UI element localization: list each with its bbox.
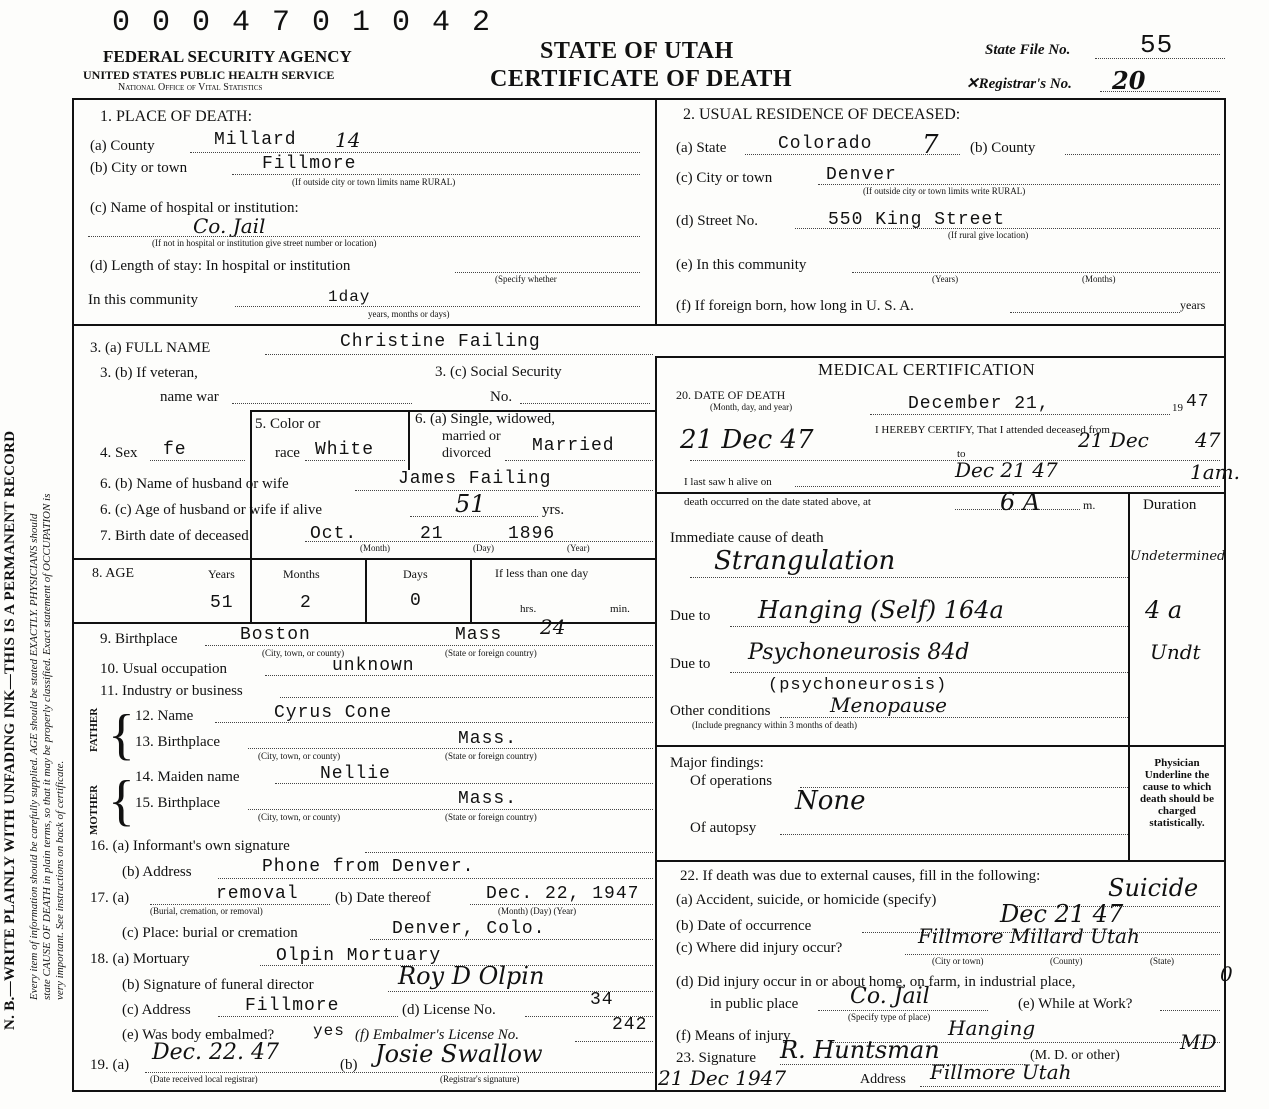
age-years-value: 51 xyxy=(210,593,234,613)
public-place-label: in public place xyxy=(710,996,799,1012)
embalmed-value: yes xyxy=(313,1022,345,1040)
spouse-label: 6. (b) Name of husband or wife xyxy=(100,476,289,492)
sex-value: fe xyxy=(163,440,187,460)
age-years-label: Years xyxy=(208,567,235,581)
county-label: (a) County xyxy=(90,138,155,154)
informant-label: 16. (a) Informant's own signature xyxy=(90,838,290,854)
res-years-note: (Years) xyxy=(932,274,959,284)
major-findings-label: Major findings: xyxy=(670,755,764,771)
mother-label: MOTHER xyxy=(88,784,100,835)
birth-day-note: (Day) xyxy=(473,543,494,553)
autopsy-label: Of autopsy xyxy=(690,820,757,836)
death-county-value: Millard xyxy=(214,130,297,150)
father-name-value: Cyrus Cone xyxy=(274,703,393,723)
occurrence-date-value: Dec 21 47 xyxy=(1000,900,1124,928)
death-date-value: December 21, xyxy=(908,394,1050,414)
occurrence-date-label: (b) Date of occurrence xyxy=(676,918,812,934)
death-time-value: 6 A xyxy=(1000,488,1041,516)
death-county-code: 14 xyxy=(335,128,361,152)
foreign-born-label: (f) If foreign born, how long in U. S. A. xyxy=(676,298,914,314)
death-city-value: Fillmore xyxy=(262,154,357,174)
burial-label: 17. (a) xyxy=(90,890,130,906)
last-saw-label-text: I last saw h xyxy=(684,476,734,488)
years-suffix: years xyxy=(1180,298,1206,312)
mother-brace: { xyxy=(108,770,135,832)
birth-month-value: Oct. xyxy=(310,524,358,544)
mother-birthplace-value: Mass. xyxy=(458,789,518,809)
burial-type-note: (Burial, cremation, or removal) xyxy=(150,906,263,916)
sex-label: 4. Sex xyxy=(100,445,138,461)
injury-place-label: (d) Did injury occur in or about home, on farm, in industrial place, xyxy=(676,974,1076,990)
res-city-value: Denver xyxy=(826,165,897,185)
city-rural-note: (If outside city or town limits name RURAL) xyxy=(292,177,456,187)
specify-whether-note: (Specify whether xyxy=(495,274,557,284)
length-of-stay-label: (d) Length of stay: In hospital or institution xyxy=(90,258,351,274)
mortuary-label: 18. (a) Mortuary xyxy=(90,951,190,967)
death-date-note: (Month, day, and year) xyxy=(710,402,793,412)
spouse-age-value: 51 xyxy=(455,490,486,518)
city-label: (b) City or town xyxy=(90,160,188,176)
immediate-cause-value: Strangulation xyxy=(714,546,896,576)
office-name: National Office of Vital Statistics xyxy=(118,82,263,93)
informant-address-label: (b) Address xyxy=(122,864,192,880)
registrar-signature-note: (Registrar's signature) xyxy=(440,1074,520,1084)
birth-year-value: 1896 xyxy=(508,524,556,544)
sig-address-label: Address xyxy=(860,1072,906,1087)
license-value: 34 xyxy=(590,990,614,1010)
age-min-label: min. xyxy=(610,603,630,615)
due-to-label-2: Due to xyxy=(670,656,711,672)
injury-state-note: (State) xyxy=(1150,956,1174,966)
duration-label: Duration xyxy=(1143,497,1197,513)
hospital-value: Co. Jail xyxy=(193,214,266,238)
state-file-label: State File No. xyxy=(985,42,1071,58)
public-place-value: Co. Jail xyxy=(850,984,930,1009)
mortuary-value: Olpin Mortuary xyxy=(276,946,442,966)
res-county-label: (b) County xyxy=(970,140,1036,156)
immediate-cause-label: Immediate cause of death xyxy=(670,530,824,546)
registrar-date-label: 19. (a) xyxy=(90,1057,130,1073)
birth-state-note: (State or foreign country) xyxy=(445,648,537,658)
industry-label: 11. Industry or business xyxy=(100,683,243,699)
ss-no-label: No. xyxy=(490,389,513,405)
burial-date-label: (b) Date thereof xyxy=(335,890,431,906)
instructions-line-3: very important. See instructions on back of certificate. xyxy=(54,760,66,1000)
place-of-death-heading: 1. PLACE OF DEATH: xyxy=(100,108,253,125)
age-label: 8. AGE xyxy=(92,566,134,581)
birthplace-label: 9. Birthplace xyxy=(100,631,178,647)
certificate-title: CERTIFICATE OF DEATH xyxy=(490,66,793,92)
father-label: FATHER xyxy=(88,707,100,752)
occupation-value: unknown xyxy=(332,656,415,676)
age-hrs-label: hrs. xyxy=(520,603,537,615)
spouse-age-unit: yrs. xyxy=(542,502,565,518)
birth-state-code: 24 xyxy=(540,615,566,639)
while-at-work-value: 0 xyxy=(1220,962,1233,986)
age-less-label: If less than one day xyxy=(495,566,589,580)
director-address-label: (c) Address xyxy=(122,1002,191,1018)
due-to-duration-2: Undt xyxy=(1150,640,1201,664)
informant-address-value: Phone from Denver. xyxy=(262,857,475,877)
mother-state-note: (State or foreign country) xyxy=(445,812,537,822)
external-causes-label: 22. If death was due to external causes, fill in the following: xyxy=(680,868,1041,884)
community-stay-value: 1day xyxy=(328,288,371,306)
birth-month-note: (Month) xyxy=(360,543,390,553)
res-city-note: (If outside city or town limits write RURAL) xyxy=(863,186,1026,196)
injury-location-label: (c) Where did injury occur? xyxy=(676,940,843,956)
death-year-value: 47 xyxy=(1186,392,1210,412)
attended-to-value: 21 Dec xyxy=(1078,428,1149,452)
war-label: name war xyxy=(160,389,219,405)
last-saw-label xyxy=(684,476,772,488)
full-name-label: 3. (a) FULL NAME xyxy=(90,340,211,356)
father-state-note: (State or foreign country) xyxy=(445,751,537,761)
md-label: (M. D. or other) xyxy=(1030,1048,1120,1063)
due-to-typed-value: (psychoneurosis) xyxy=(768,676,948,695)
death-date-label: 20. DATE OF DEATH xyxy=(676,388,786,402)
injury-city-note: (City or town) xyxy=(932,956,984,966)
state-title: STATE OF UTAH xyxy=(540,38,734,64)
registrar-date-note: (Date received local registrar) xyxy=(150,1074,258,1084)
registrar-label-text: Registrar's No. xyxy=(978,76,1072,92)
spouse-age-label: 6. (c) Age of husband or wife if alive xyxy=(100,502,323,518)
age-months-value: 2 xyxy=(300,593,312,613)
residence-heading: 2. USUAL RESIDENCE OF DECEASED: xyxy=(683,106,961,123)
accident-type-value: Suicide xyxy=(1108,874,1199,902)
community-stay-label: In this community xyxy=(88,292,198,308)
father-birthplace-value: Mass. xyxy=(458,729,518,749)
while-at-work-label: (e) While at Work? xyxy=(1018,996,1133,1012)
res-city-label: (c) City or town xyxy=(676,170,773,186)
registrar-signature-label: (b) xyxy=(340,1057,358,1073)
registrar-number-label: ✕Registrar's No. xyxy=(966,76,1072,92)
marital-value: Married xyxy=(532,436,615,456)
race-label: race xyxy=(275,445,300,461)
instructions-line-2: state CAUSE OF DEATH in plain terms, so that it may be properly classified. Exact statement of OCCUPATION is xyxy=(41,493,53,1000)
res-months-note: (Months) xyxy=(1082,274,1116,284)
burial-place-value: Denver, Colo. xyxy=(392,919,546,939)
marital-label-2: married or xyxy=(442,429,501,444)
death-occurred-label: death occurred on the date stated above, at xyxy=(684,496,871,508)
hospital-label: (c) Name of hospital or institution: xyxy=(90,200,299,216)
mother-name-label: 14. Maiden name xyxy=(135,769,240,785)
embalmer-license-value: 242 xyxy=(612,1015,648,1035)
other-conditions-note: (Include pregnancy within 3 months of death) xyxy=(692,720,857,730)
funeral-director-label: (b) Signature of funeral director xyxy=(122,977,314,993)
birth-city-value: Boston xyxy=(240,625,311,645)
physician-note: Physician Underline the cause to which death should be charged statistically. xyxy=(1140,757,1214,829)
units-note: years, months or days) xyxy=(368,309,450,319)
burial-date-value: Dec. 22, 1947 xyxy=(486,884,640,904)
veteran-label: 3. (b) If veteran, xyxy=(100,365,198,381)
last-saw-time: 1am. xyxy=(1190,460,1240,484)
physician-signature: R. Huntsman xyxy=(780,1036,940,1064)
due-to-value-1: Hanging (Self) 164a xyxy=(758,596,1004,624)
mother-city-note: (City, town, or county) xyxy=(258,812,341,822)
md-value: MD xyxy=(1180,1030,1217,1054)
injury-county-note: (County) xyxy=(1050,956,1083,966)
father-birthplace-label: 13. Birthplace xyxy=(135,734,220,750)
social-security-label: 3. (c) Social Security xyxy=(435,364,562,380)
color-label: 5. Color or xyxy=(255,416,321,432)
sig-address-value: Fillmore Utah xyxy=(930,1060,1072,1084)
state-file-number: 55 xyxy=(1140,30,1174,60)
attended-to-label: to xyxy=(957,448,966,460)
race-value: White xyxy=(315,440,375,460)
accident-type-label: (a) Accident, suicide, or homicide (specify) xyxy=(676,892,937,908)
permanent-record-notice: N. B.—WRITE PLAINLY WITH UNFADING INK—THIS IS A PERMANENT RECORD xyxy=(2,430,18,1030)
injury-location-value: Fillmore Millard Utah xyxy=(918,924,1140,948)
res-street-note: (If rural give location) xyxy=(948,230,1029,240)
last-saw-value: Dec 21 47 xyxy=(955,458,1058,482)
public-place-note: (Specify type of place) xyxy=(848,1012,931,1022)
father-brace: { xyxy=(108,704,135,766)
birth-date-label: 7. Birth date of deceased xyxy=(100,528,249,544)
means-of-injury-value: Hanging xyxy=(948,1016,1036,1040)
instructions-line-1: Every item of information should be carefully supplied. AGE should be stated EXACTLY. PHYSICIANS should xyxy=(28,513,40,1000)
age-days-value: 0 xyxy=(410,591,422,611)
immediate-duration-value: Undetermined xyxy=(1130,549,1226,564)
res-state-code: 7 xyxy=(922,130,939,160)
registrar-signature: Josie Swallow xyxy=(375,1040,543,1068)
signature-date-value: 21 Dec 1947 xyxy=(658,1066,787,1090)
other-conditions-value: Menopause xyxy=(830,693,947,717)
registrar-number: 20 xyxy=(1112,66,1146,95)
signature-label: 23. Signature xyxy=(676,1050,756,1066)
burial-value: removal xyxy=(216,884,299,904)
due-to-duration-1: 4 a xyxy=(1145,596,1183,624)
serial-number: 0 0 0 4 7 0 1 0 4 2 xyxy=(112,6,493,40)
due-to-value-2: Psychoneurosis 84d xyxy=(748,640,970,665)
certify-label: I HEREBY CERTIFY, That I attended deceased from xyxy=(875,424,1110,436)
attended-from-value: 21 Dec 47 xyxy=(680,425,814,455)
death-year-prefix: 19 xyxy=(1172,402,1183,414)
service-name: UNITED STATES PUBLIC HEALTH SERVICE xyxy=(83,68,335,82)
occupation-label: 10. Usual occupation xyxy=(100,661,228,677)
res-state-value: Colorado xyxy=(778,134,873,154)
operations-label: Of operations xyxy=(690,773,773,789)
means-of-injury-label: (f) Means of injury xyxy=(676,1028,791,1044)
hospital-note: (If not in hospital or institution give street number or location) xyxy=(152,238,377,248)
res-street-label: (d) Street No. xyxy=(676,213,759,229)
other-conditions-label: Other conditions xyxy=(670,703,771,719)
father-city-note: (City, town, or county) xyxy=(258,751,341,761)
agency-name: FEDERAL SECURITY AGENCY xyxy=(103,47,352,66)
operations-value: None xyxy=(795,786,866,816)
embalmer-license-label: (f) Embalmer's License No. xyxy=(355,1027,520,1043)
burial-place-label: (c) Place: burial or cremation xyxy=(122,925,298,941)
medical-heading: MEDICAL CERTIFICATION xyxy=(818,360,1036,379)
mother-name-value: Nellie xyxy=(320,764,391,784)
res-community-label: (e) In this community xyxy=(676,257,807,273)
burial-date-note: (Month) (Day) (Year) xyxy=(498,906,577,916)
mother-birthplace-label: 15. Birthplace xyxy=(135,795,220,811)
marital-label-3: divorced xyxy=(442,446,491,461)
full-name-value: Christine Failing xyxy=(340,332,541,352)
alive-word: alive xyxy=(736,476,758,488)
birth-state-value: Mass xyxy=(455,625,503,645)
age-days-label: Days xyxy=(403,567,428,581)
birth-day-value: 21 xyxy=(420,524,444,544)
spouse-value: James Failing xyxy=(398,469,552,489)
funeral-director-signature: Roy D Olpin xyxy=(398,962,545,990)
res-street-value: 550 King Street xyxy=(828,210,1006,230)
res-state-label: (a) State xyxy=(676,140,727,156)
on-word: on xyxy=(760,476,772,488)
registrar-date-value: Dec. 22. 47 xyxy=(152,1040,279,1065)
director-address-value: Fillmore xyxy=(245,996,340,1016)
birth-year-note: (Year) xyxy=(567,543,590,553)
attended-year-value: 47 xyxy=(1195,428,1221,452)
license-label: (d) License No. xyxy=(402,1002,496,1018)
marital-label-1: 6. (a) Single, widowed, xyxy=(415,411,555,427)
due-to-label-1: Due to xyxy=(670,608,711,624)
death-time-m: m. xyxy=(1083,498,1096,512)
age-months-label: Months xyxy=(283,567,320,581)
birth-city-note: (City, town, or county) xyxy=(262,648,345,658)
embalmed-label: (e) Was body embalmed? xyxy=(122,1027,275,1043)
father-name-label: 12. Name xyxy=(135,708,194,724)
